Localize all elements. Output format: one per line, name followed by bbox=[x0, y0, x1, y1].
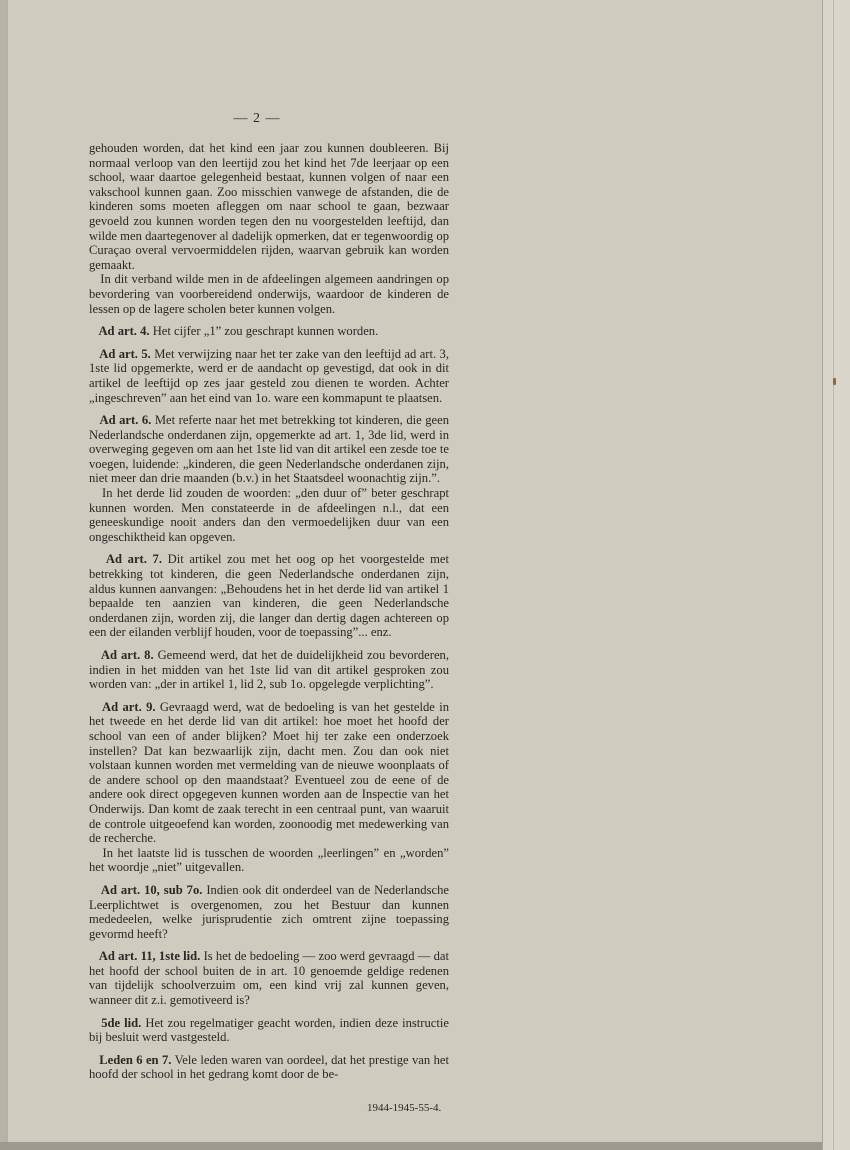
page-bottom-edge bbox=[0, 1142, 822, 1150]
article-heading: Ad art. 8. bbox=[100, 648, 154, 662]
article-heading: Leden 6 en 7. bbox=[99, 1052, 172, 1067]
article-heading: Ad art. 4. bbox=[98, 324, 150, 339]
paragraph: In het laatste lid is tusschen de woorden „leerlingen” en „worden” het woordje „niet” uitgevallen. bbox=[89, 845, 449, 875]
stain-mark bbox=[833, 378, 836, 385]
paragraph: Ad art. 4. Het cijfer „1” zou geschrapt kunnen worden. bbox=[98, 324, 379, 339]
article-heading: Ad art. 11, 1ste lid. bbox=[98, 949, 201, 964]
document-reference: 1944-1945-55-4. bbox=[367, 1102, 442, 1114]
paragraph: Ad art. 11, 1ste lid. Is het de bedoeling — zoo werd gevraagd — dat het hoofd der school buiten de in art. 10 genoemde geldige redenen van tijdelijk schoolverzuim om, een kind vrij zal kunnen geven, wanneer dit z.i. gemotiveerd is? bbox=[89, 949, 449, 1008]
paragraph: gehouden worden, dat het kind een jaar zou kunnen doubleeren. Bij normaal verloop van den leertijd zou het kind het 7de leerjaar op een school, waar daartoe gelegenheid bestaat, kunnen volgen of naar een vakschool kunnen gaan. Zoo misschien vanwege de afstanden, die de kinderen soms moeten afleggen om naar school te gaan, bezwaar gevoeld zou kunnen worden tegen den nu voorgestelden leeftijd, dan wilde men daartegenover al dadelijk opmerken, dat er tegenwoordig op Curaçao overal vervoermiddelen rijden, waarvan gebruik kan worden gemaakt. bbox=[89, 141, 449, 272]
adjacent-page-edge bbox=[822, 0, 850, 1150]
paragraph: Leden 6 en 7. Vele leden waren van oordeel, dat het prestige van het hoofd der school in het gedrang komt door de be- bbox=[89, 1052, 449, 1082]
article-heading: Ad art. 5. bbox=[99, 346, 151, 361]
paragraph: Ad art. 10, sub 7o. Indien ook dit onderdeel van de Nederlandsche Leerplichtwet is overgenomen, zou het Bestuur dan kunnen mededeelen, welke jurisprudentie zich omtrent zijne toepassing gevormd heeft? bbox=[89, 882, 449, 941]
paragraph: In dit verband wilde men in de afdeelingen algemeen aandringen op bevordering van voorbereidend onderwijs, waardoor de kinderen de lessen op de lagere scholen beter kunnen volgen. bbox=[89, 272, 449, 316]
paragraph: 5de lid. Het zou regelmatiger geacht worden, indien deze instructie bij besluit werd vastgesteld. bbox=[89, 1015, 449, 1045]
article-heading: Ad art. 9. bbox=[102, 699, 156, 714]
paragraph: Ad art. 5. Met verwijzing naar het ter zake van den leeftijd ad art. 3, 1ste lid opgemerkte, werd er de aandacht op gevestigd, dat ook in dit artikel de leeftijd op zes jaar gesteld zou dienen te worden. Achter „ingeschreven” aan het eind van 1o. ware een kommapunt te plaatsen. bbox=[89, 346, 449, 405]
document-body bbox=[89, 141, 449, 1082]
paragraph: Ad art. 8. Gemeend werd, dat het de duidelijkheid zou bevorderen, indien in het midden van het 1ste lid van dit artikel gesproken zou worden van: „der in artikel 1, lid 2, sub 1o. opgelegde verplichting”. bbox=[89, 648, 449, 692]
paragraph: In het derde lid zouden de woorden: „den duur of” beter geschrapt kunnen worden. Men constateerde in de afdeelingen n.l., dat een geneeskundige nooit anders dan den vermoedelijken duur van een ongeschiktheid kan opgeven. bbox=[89, 486, 450, 544]
paragraph: Ad art. 9. Gevraagd werd, wat de bedoeling is van het gestelde in het tweede en het derde lid van dit artikel: hoe moet het hoofd der school van een of ander blijken? Moet hij ter zake een onderzoek instellen? Dat kan bezwaarlijk zijn, dacht men. Zou dan ook niet volstaan kunnen worden met vermelding van de nieuwe woonplaats of de andere school op den maandstaat? Eventueel zou de eene of de andere ook direct opgegeven kunnen worden aan de Inspectie van het Onderwijs. Dan komt de zaak terecht in een centraal punt, van waaruit de controle uitgeoefend kan worden, zoonoodig met medewerking van de recherche. bbox=[89, 699, 450, 846]
article-heading: Ad art. 10, sub 7o. bbox=[100, 882, 203, 897]
article-heading: 5de lid. bbox=[101, 1015, 142, 1030]
page-number: — 2 — bbox=[233, 111, 281, 126]
article-heading: Ad art. 6. bbox=[99, 413, 152, 428]
paragraph: Ad art. 6. Met referte naar het met betrekking tot kinderen, die geen Nederlandsche onderdanen zijn, opgemerkte ad art. 1, 3de lid, werd in overweging gegeven om aan het 1ste lid van dit artikel een zesde toe te voegen, luidende: „kinderen, die geen Nederlandsche onderdanen zijn, niet meer dan drie maanden (b.v.) in het Staatsdeel woonachtig zijn.”. bbox=[89, 413, 449, 486]
paragraph: Ad art. 7. Dit artikel zou met het oog op het voorgestelde met betrekking tot kinderen, die geen Nederlandsche onderdanen zijn, aldus kunnen aanvangen: „Behoudens het in het derde lid van artikel 1 bepaalde ten aanzien van kinderen, die geen Nederlandsche onderdanen zijn, worden zij, die langer dan dertig dagen achtereen op een der eilanden verblijf houden, voor de toepassing”... enz. bbox=[89, 552, 449, 640]
article-heading: Ad art. 7. bbox=[105, 552, 162, 567]
